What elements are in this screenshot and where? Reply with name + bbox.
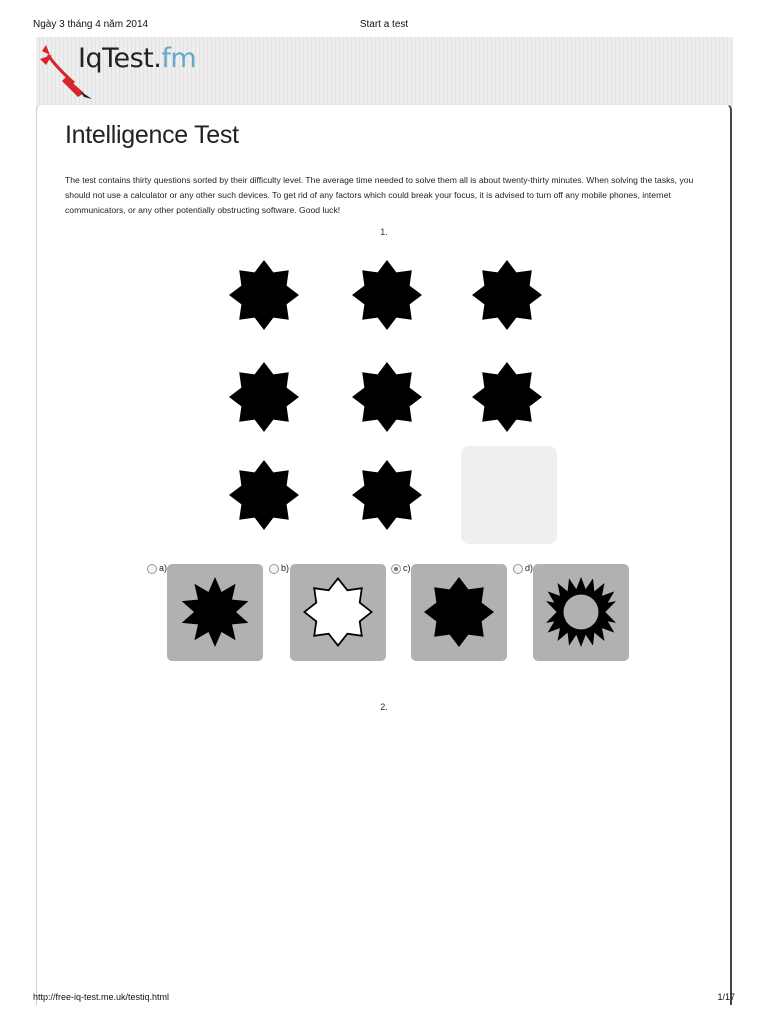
option-label: c) xyxy=(403,563,411,573)
logo-brand-suffix: fm xyxy=(161,43,197,74)
sunburst-outline-icon xyxy=(546,577,616,647)
print-page-title: Start a test xyxy=(359,19,409,30)
site-logo[interactable] xyxy=(36,37,226,105)
radio-button[interactable] xyxy=(513,564,523,574)
ten-point-star-icon xyxy=(180,577,250,647)
site-banner xyxy=(36,37,733,107)
option-image[interactable] xyxy=(411,564,507,661)
option-image[interactable] xyxy=(533,564,629,661)
option-image[interactable] xyxy=(290,564,386,661)
eight-point-star-icon xyxy=(229,362,299,432)
question-number: 2. xyxy=(380,702,388,712)
logo-brand-main: IqTest. xyxy=(78,43,162,74)
eight-point-star-icon xyxy=(352,362,422,432)
option-image[interactable] xyxy=(167,564,263,661)
radio-button[interactable] xyxy=(147,564,157,574)
print-date: Ngày 3 tháng 4 năm 2014 xyxy=(33,19,149,30)
option-label: b) xyxy=(281,563,290,573)
question-number: 1. xyxy=(380,227,388,237)
eight-point-star-icon xyxy=(352,260,422,330)
print-page-number: 1/17 xyxy=(717,992,735,1002)
eight-point-star-icon xyxy=(424,577,494,647)
option-label: a) xyxy=(159,563,168,573)
test-panel xyxy=(36,104,732,1005)
test-intro: The test contains thirty questions sorted by their difficulty level. The average time needed to solve them all is about twenty-thirty minutes. When solving the tasks, you should not use a calculator or any other such devices. To get rid of any factors which could break your focus, it is advised to turn off any mobile phones, internet communicators, or any other potentially obstructing software. Good luck! xyxy=(65,175,694,215)
print-url: http://free-iq-test.me.uk/testiq.html xyxy=(33,992,170,1002)
eight-point-star-outline-icon xyxy=(303,577,373,647)
option-label: d) xyxy=(525,563,534,573)
eight-point-star-icon xyxy=(352,460,422,530)
eight-point-star-icon xyxy=(472,260,542,330)
eight-point-star-icon xyxy=(472,362,542,432)
radio-button-selected[interactable] xyxy=(391,564,401,574)
logo-text xyxy=(78,43,196,74)
page-title: Intelligence Test xyxy=(65,121,239,149)
missing-answer-slot xyxy=(461,446,557,544)
radio-button[interactable] xyxy=(269,564,279,574)
eight-point-star-icon xyxy=(229,460,299,530)
eight-point-star-icon xyxy=(229,260,299,330)
